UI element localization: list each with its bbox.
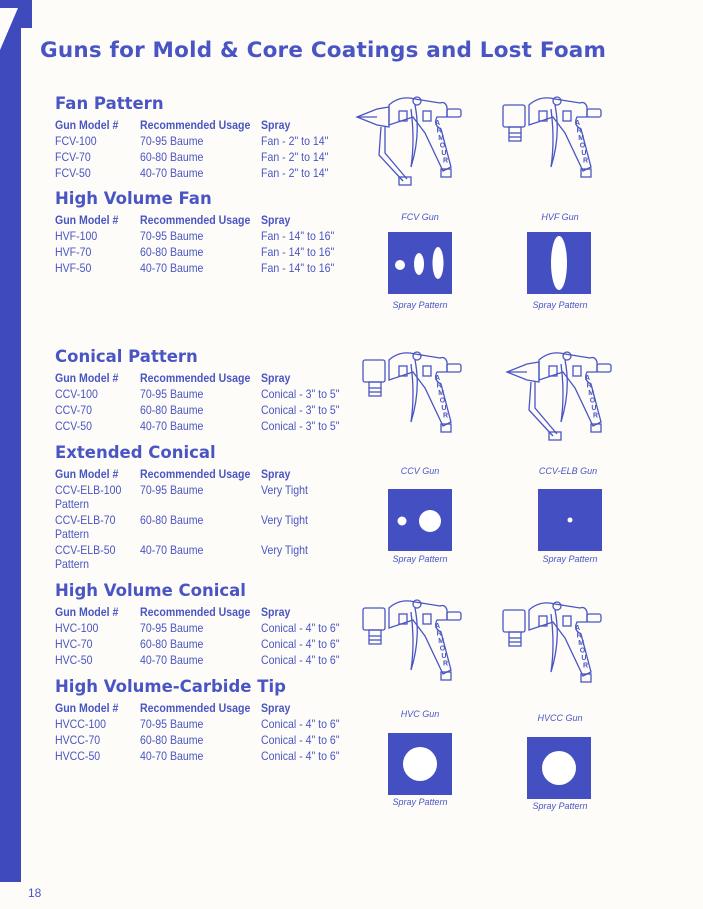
table-cell: HVCC-100	[55, 717, 107, 731]
column-header-spray: Spray	[261, 467, 291, 481]
table-cell: 40-70 Baume	[140, 166, 204, 180]
section-heading: High Volume-Carbide Tip	[55, 677, 286, 696]
side-bar	[0, 0, 21, 882]
table-cell: Fan - 2" to 14"	[261, 134, 329, 148]
table-cell: Conical - 3" to 5"	[261, 387, 340, 401]
spray-pattern-image	[388, 489, 452, 551]
column-header-usage: Recommended Usage	[140, 605, 251, 619]
section-heading: Fan Pattern	[55, 94, 164, 113]
table-cell: 70-95 Baume	[140, 621, 204, 635]
spray-gun-illustration	[495, 95, 620, 190]
table-cell: Pattern	[55, 557, 90, 571]
table-cell: 40-70 Baume	[140, 653, 204, 667]
spray-pattern-image	[388, 733, 452, 795]
gun-caption: HVCC Gun	[537, 713, 583, 723]
column-header-spray: Spray	[261, 371, 291, 385]
table-cell: CCV-50	[55, 419, 92, 433]
brand-lettering: A R M O U R	[575, 120, 589, 165]
table-cell: 60-80 Baume	[140, 403, 204, 417]
spray-pattern-caption: Spray Pattern	[392, 797, 448, 807]
table-cell: Conical - 3" to 5"	[261, 419, 340, 433]
column-header-model: Gun Model #	[55, 118, 119, 132]
spray-pattern-caption: Spray Pattern	[532, 801, 588, 811]
page-title: Guns for Mold & Core Coatings and Lost Foam	[40, 38, 607, 63]
section-heading: High Volume Fan	[55, 189, 212, 208]
table-cell: Conical - 4" to 6"	[261, 653, 340, 667]
spray-gun-illustration	[355, 95, 480, 190]
table-cell: CCV-ELB-50	[55, 543, 116, 557]
table-cell: HVCC-70	[55, 733, 101, 747]
column-header-spray: Spray	[261, 213, 291, 227]
table-cell: Very Tight	[261, 513, 308, 527]
gun-caption: HVF Gun	[541, 212, 579, 222]
column-header-usage: Recommended Usage	[140, 118, 251, 132]
table-cell: HVF-70	[55, 245, 92, 259]
table-cell: Fan - 2" to 14"	[261, 150, 329, 164]
table-cell: Very Tight	[261, 483, 308, 497]
table-cell: 70-95 Baume	[140, 134, 204, 148]
column-header-model: Gun Model #	[55, 605, 119, 619]
spray-pattern-caption: Spray Pattern	[392, 300, 448, 310]
table-cell: 70-95 Baume	[140, 483, 204, 497]
table-cell: FCV-50	[55, 166, 91, 180]
gun-caption: CCV Gun	[400, 466, 440, 476]
table-cell: Conical - 4" to 6"	[261, 621, 340, 635]
table-cell: CCV-70	[55, 403, 92, 417]
table-cell: CCV-100	[55, 387, 98, 401]
table-cell: Conical - 4" to 6"	[261, 749, 340, 763]
table-cell: HVCC-50	[55, 749, 101, 763]
column-header-spray: Spray	[261, 701, 291, 715]
brand-lettering: A R M O U R	[435, 120, 449, 165]
gun-caption: CCV-ELB Gun	[538, 466, 598, 476]
table-cell: Fan - 14" to 16"	[261, 245, 335, 259]
table-cell: HVC-50	[55, 653, 93, 667]
table-cell: 70-95 Baume	[140, 717, 204, 731]
spray-gun-illustration	[495, 600, 620, 695]
table-cell: 60-80 Baume	[140, 245, 204, 259]
table-cell: 60-80 Baume	[140, 513, 204, 527]
table-cell: CCV-ELB-70	[55, 513, 116, 527]
spray-pattern-image	[527, 737, 591, 799]
spray-pattern-image	[388, 232, 452, 294]
table-cell: Pattern	[55, 527, 90, 541]
table-cell: 40-70 Baume	[140, 749, 204, 763]
brand-lettering: A R M O U R	[435, 623, 449, 668]
table-cell: Conical - 3" to 5"	[261, 403, 340, 417]
column-header-model: Gun Model #	[55, 371, 119, 385]
column-header-spray: Spray	[261, 605, 291, 619]
table-cell: 60-80 Baume	[140, 637, 204, 651]
spray-pattern-caption: Spray Pattern	[532, 300, 588, 310]
section-heading: High Volume Conical	[55, 581, 246, 600]
section-heading: Conical Pattern	[55, 347, 198, 366]
table-cell: HVC-70	[55, 637, 93, 651]
table-cell: 40-70 Baume	[140, 543, 204, 557]
table-cell: FCV-70	[55, 150, 91, 164]
spray-gun-illustration	[355, 598, 480, 693]
column-header-usage: Recommended Usage	[140, 213, 251, 227]
spray-pattern-caption: Spray Pattern	[392, 554, 448, 564]
column-header-model: Gun Model #	[55, 213, 119, 227]
table-cell: Conical - 4" to 6"	[261, 717, 340, 731]
page-number: 18	[28, 886, 42, 900]
table-cell: 70-95 Baume	[140, 387, 204, 401]
column-header-usage: Recommended Usage	[140, 371, 251, 385]
spray-gun-illustration	[505, 350, 630, 445]
column-header-usage: Recommended Usage	[140, 701, 251, 715]
table-cell: 60-80 Baume	[140, 733, 204, 747]
spray-pattern-image	[538, 489, 602, 551]
table-cell: Pattern	[55, 497, 90, 511]
spray-gun-illustration	[355, 350, 480, 445]
table-cell: 60-80 Baume	[140, 150, 204, 164]
table-cell: Very Tight	[261, 543, 308, 557]
table-cell: HVF-50	[55, 261, 92, 275]
table-cell: HVC-100	[55, 621, 99, 635]
table-cell: 40-70 Baume	[140, 261, 204, 275]
spray-pattern-image	[527, 232, 591, 294]
gun-caption: FCV Gun	[401, 212, 439, 222]
column-header-model: Gun Model #	[55, 701, 119, 715]
gun-caption: HVC Gun	[400, 709, 440, 719]
table-cell: FCV-100	[55, 134, 97, 148]
table-cell: HVF-100	[55, 229, 98, 243]
table-cell: Fan - 2" to 14"	[261, 166, 329, 180]
table-cell: 40-70 Baume	[140, 419, 204, 433]
column-header-model: Gun Model #	[55, 467, 119, 481]
column-header-spray: Spray	[261, 118, 291, 132]
spray-pattern-caption: Spray Pattern	[542, 554, 598, 564]
table-cell: 70-95 Baume	[140, 229, 204, 243]
column-header-usage: Recommended Usage	[140, 467, 251, 481]
table-cell: Conical - 4" to 6"	[261, 637, 340, 651]
table-cell: CCV-ELB-100	[55, 483, 122, 497]
table-cell: Fan - 14" to 16"	[261, 229, 335, 243]
table-cell: Fan - 14" to 16"	[261, 261, 335, 275]
brand-lettering: A R M O U R	[575, 625, 589, 670]
corner-notch	[0, 8, 18, 50]
brand-lettering: A R M O U R	[585, 375, 599, 420]
brand-lettering: A R M O U R	[435, 375, 449, 420]
table-cell: Conical - 4" to 6"	[261, 733, 340, 747]
section-heading: Extended Conical	[55, 443, 216, 462]
